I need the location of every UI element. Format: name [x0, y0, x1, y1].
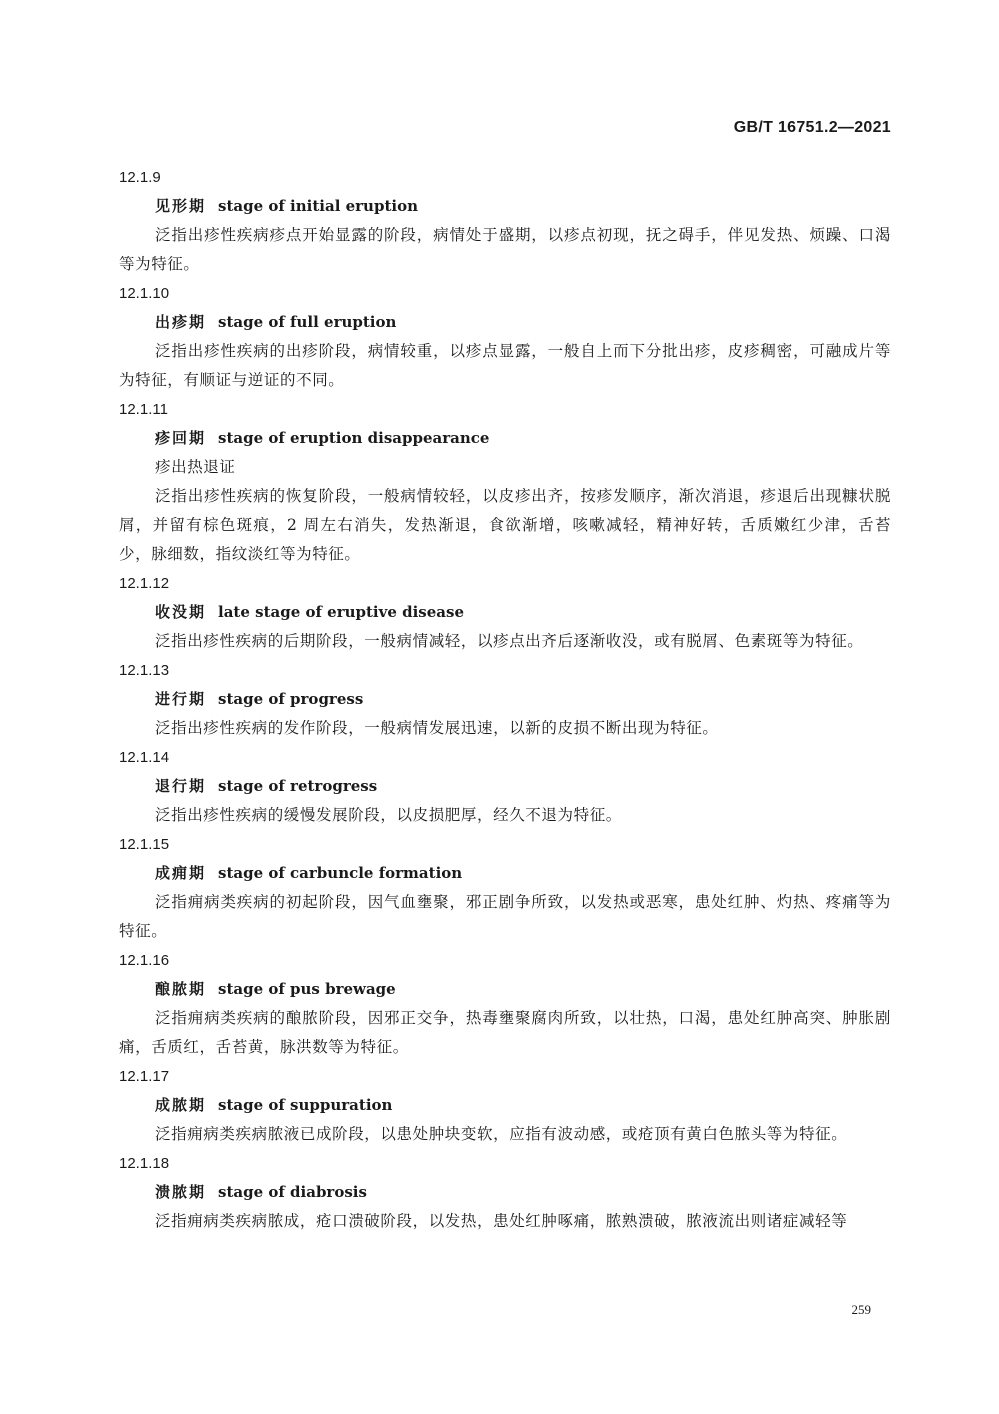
term-english: stage of diabrosis	[218, 1183, 367, 1201]
entry-term	[119, 1178, 891, 1207]
entry-number: 12.1.9	[119, 169, 161, 186]
term-chinese: 成痈期	[155, 864, 207, 882]
entry-12-1-13	[119, 656, 891, 743]
entry-12-1-17	[119, 1062, 891, 1149]
entry-term	[119, 685, 891, 714]
page-number: 259	[851, 1302, 871, 1317]
entry-term	[119, 192, 891, 221]
entry-definition: 泛指痈病类疾病的初起阶段，因气血壅聚，邪正剧争所致，以发热或恶寒，患处红肿、灼热、疼痛等为特征。	[119, 893, 891, 940]
entry-12-1-9	[119, 163, 891, 279]
term-chinese: 酿脓期	[155, 980, 207, 998]
term-chinese: 溃脓期	[155, 1183, 207, 1201]
term-chinese: 疹回期	[155, 429, 207, 447]
entry-term	[119, 598, 891, 627]
term-chinese: 收没期	[155, 603, 207, 621]
entry-number: 12.1.17	[119, 1068, 170, 1085]
entry-number: 12.1.16	[119, 952, 170, 969]
entry-term	[119, 859, 891, 888]
entry-term	[119, 424, 891, 453]
term-chinese: 成脓期	[155, 1096, 207, 1114]
entry-number: 12.1.14	[119, 749, 170, 766]
entry-number: 12.1.11	[119, 401, 168, 418]
term-english: late stage of eruptive disease	[218, 603, 464, 621]
entry-definition: 泛指痈病类疾病的酿脓阶段，因邪正交争，热毒壅聚腐肉所致，以壮热，口渴，患处红肿高突、肿胀剧痛，舌质红，舌苔黄，脉洪数等为特征。	[119, 1009, 891, 1056]
entry-definition: 泛指出疹性疾病的恢复阶段，一般病情较轻，以皮疹出齐，按疹发顺序，渐次消退，疹退后出现糠状脱屑，并留有棕色斑痕，2 周左右消失，发热渐退，食欲渐增，咳嗽减轻，精神好转，舌质嫩红少津，舌苔少，脉细数，指纹淡红等为特征。	[119, 487, 891, 563]
term-english: stage of initial eruption	[218, 197, 418, 215]
term-chinese: 进行期	[155, 690, 207, 708]
entry-definition: 泛指出疹性疾病的发作阶段，一般病情发展迅速，以新的皮损不断出现为特征。	[155, 719, 719, 737]
standard-code-header: GB/T 16751.2—2021	[733, 119, 891, 136]
entry-definition: 泛指出疹性疾病的缓慢发展阶段，以皮损肥厚，经久不退为特征。	[155, 806, 622, 824]
entry-number: 12.1.13	[119, 662, 170, 679]
entry-number: 12.1.18	[119, 1155, 170, 1172]
entry-term	[119, 1091, 891, 1120]
term-english: stage of carbuncle formation	[218, 864, 463, 882]
entry-term	[119, 772, 891, 801]
entry-12-1-12	[119, 569, 891, 656]
entry-definition: 泛指痈病类疾病脓液已成阶段，以患处肿块变软，应指有波动感，或疮顶有黄白色脓头等为特征。	[155, 1125, 848, 1143]
entry-number: 12.1.15	[119, 836, 170, 853]
entry-12-1-15	[119, 830, 891, 946]
term-english: stage of progress	[218, 690, 364, 708]
document-body	[119, 163, 891, 1236]
term-chinese: 退行期	[155, 777, 207, 795]
entry-term	[119, 308, 891, 337]
entry-12-1-10	[119, 279, 891, 395]
term-english: stage of retrogress	[218, 777, 378, 795]
entry-definition: 泛指出疹性疾病的出疹阶段，病情较重，以疹点显露，一般自上而下分批出疹，皮疹稠密，可融成片等为特征，有顺证与逆证的不同。	[119, 342, 891, 389]
entry-definition: 泛指出疹性疾病的后期阶段，一般病情减轻，以疹点出齐后逐渐收没，或有脱屑、色素斑等为特征。	[155, 632, 864, 650]
entry-number: 12.1.10	[119, 285, 170, 302]
term-english: stage of full eruption	[218, 313, 397, 331]
entry-12-1-14	[119, 743, 891, 830]
entry-term	[119, 975, 891, 1004]
entry-12-1-16	[119, 946, 891, 1062]
term-english: stage of pus brewage	[218, 980, 396, 998]
term-chinese: 见形期	[155, 197, 207, 215]
term-english: stage of eruption disappearance	[218, 429, 490, 447]
entry-number: 12.1.12	[119, 575, 170, 592]
entry-definition: 泛指痈病类疾病脓成，疮口溃破阶段，以发热，患处红肿啄痛，脓熟溃破，脓液流出则诸症减轻等	[155, 1212, 848, 1230]
term-chinese: 出疹期	[155, 313, 207, 331]
entry-12-1-11	[119, 395, 891, 569]
entry-12-1-18	[119, 1149, 891, 1236]
entry-synonym: 疹出热退证	[155, 458, 236, 476]
entry-definition: 泛指出疹性疾病疹点开始显露的阶段，病情处于盛期，以疹点初现，抚之碍手，伴见发热、烦躁、口渴等为特征。	[119, 226, 891, 273]
term-english: stage of suppuration	[218, 1096, 393, 1114]
